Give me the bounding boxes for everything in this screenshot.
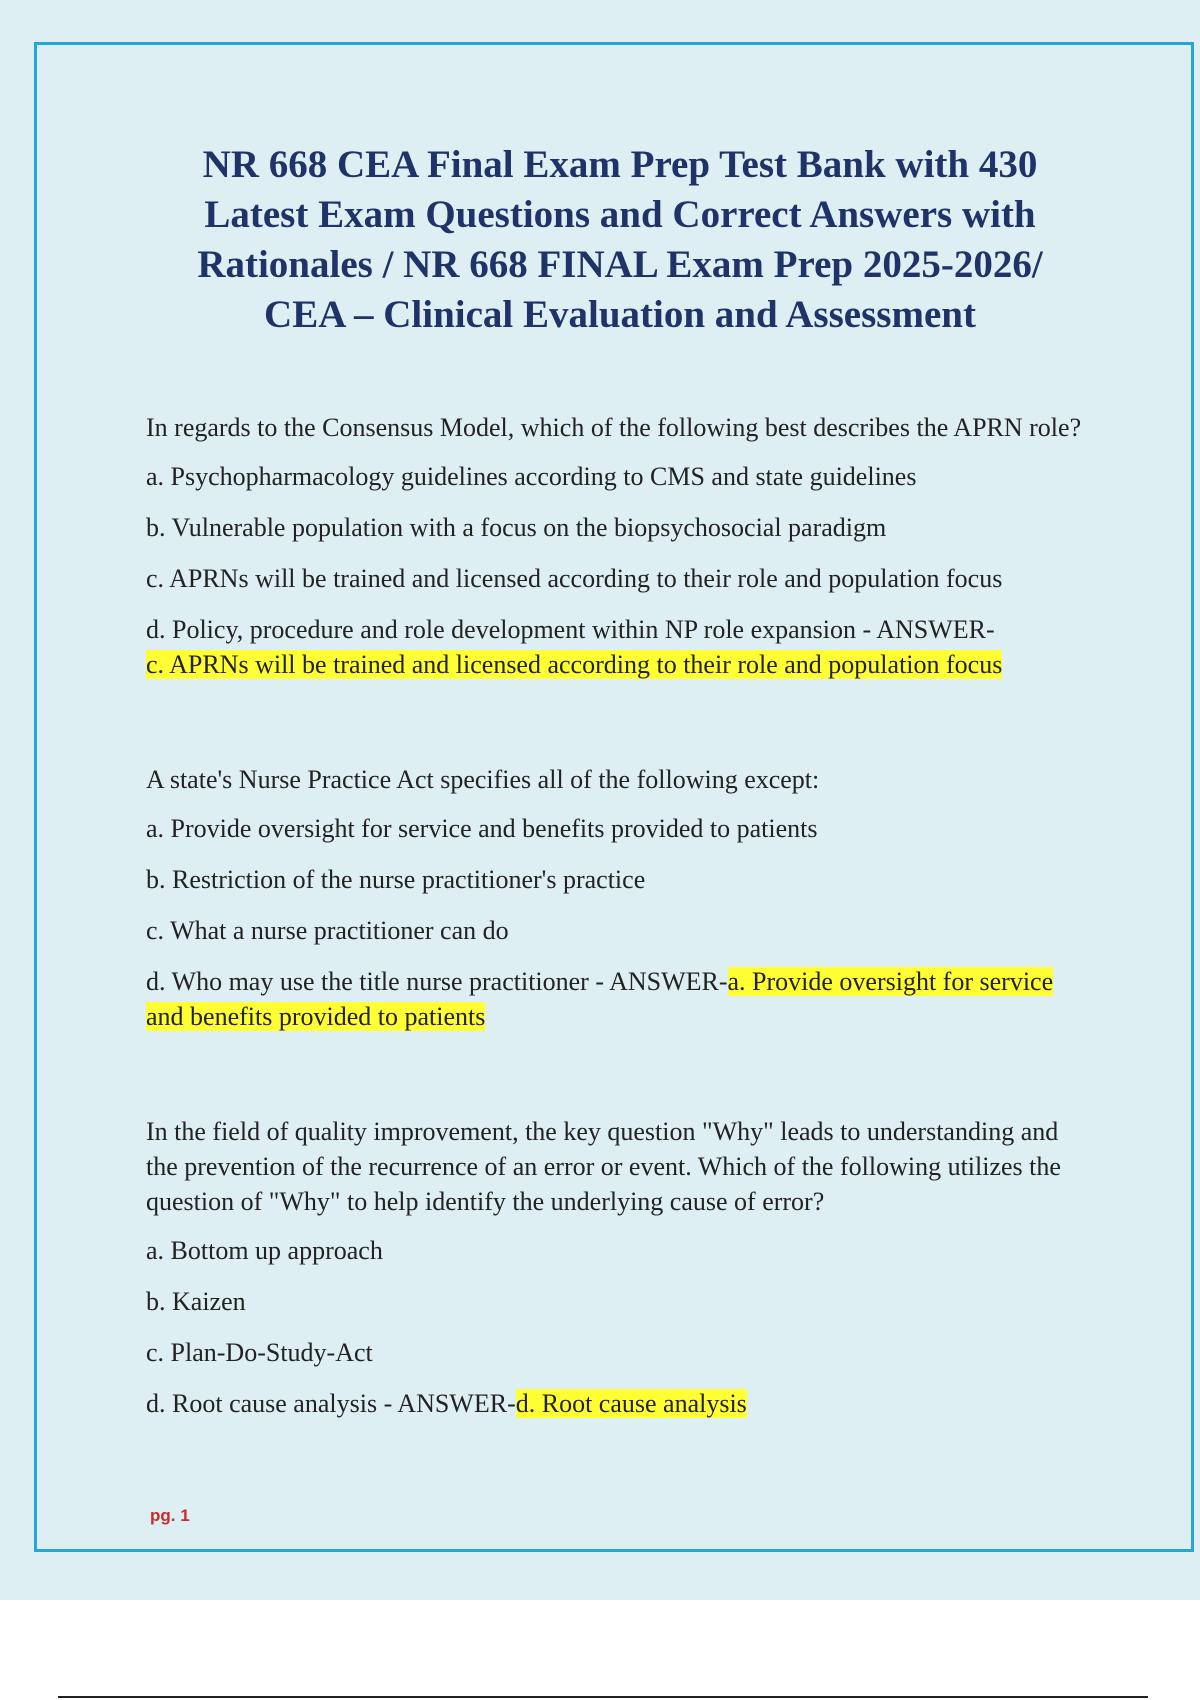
question-text: A state's Nurse Practice Act specifies all of the following except: <box>146 765 820 794</box>
option-c: c. What a nurse practitioner can do <box>146 916 509 945</box>
option-d: d. Policy, procedure and role development within NP role expansion - <box>146 615 877 644</box>
footer-divider <box>58 1696 1148 1698</box>
option-a: a. Provide oversight for service and benefits provided to patients <box>146 814 818 843</box>
title-line: CEA – Clinical Evaluation and Assessment <box>264 293 976 336</box>
title-line: Rationales / NR 668 FINAL Exam Prep 2025-2026/ <box>197 243 1043 286</box>
option-c: c. Plan-Do-Study-Act <box>146 1338 373 1367</box>
option-a: a. Psychopharmacology guidelines according to CMS and state guidelines <box>146 462 917 491</box>
title-line: Latest Exam Questions and Correct Answers with <box>204 193 1036 236</box>
highlighted-answer: a. Provide oversight for service and benefits provided to patients <box>146 967 1054 1031</box>
answer-label: ANSWER- <box>609 967 728 996</box>
question-text: In the field of quality improvement, the key question "Why" leads to understanding and the prevention of the recurrence of an error or event. Which of the following utilizes the question of "Why" to help identify the underlying cause of error? <box>146 1117 1061 1216</box>
answer-label: ANSWER- <box>397 1389 516 1418</box>
question-block-2 <box>146 762 1096 1034</box>
question-block-3 <box>146 1114 1096 1421</box>
highlighted-answer: c. APRNs will be trained and licensed according to their role and population focus <box>146 650 1003 679</box>
question-list <box>146 410 1096 1501</box>
page-number: pg. 1 <box>150 1506 190 1525</box>
question-block-1 <box>146 410 1096 682</box>
option-d-with-answer <box>146 1386 1096 1421</box>
option-d: d. Who may use the title nurse practitioner - <box>146 967 610 996</box>
option-a: a. Bottom up approach <box>146 1236 383 1265</box>
option-b: b. Vulnerable population with a focus on the biopsychosocial paradigm <box>146 513 887 542</box>
title-line: NR 668 CEA Final Exam Prep Test Bank with 430 <box>202 143 1038 186</box>
option-d: d. Root cause analysis - <box>146 1389 398 1418</box>
option-b: b. Kaizen <box>146 1287 246 1316</box>
highlighted-answer: d. Root cause analysis <box>515 1389 747 1418</box>
option-d-with-answer <box>146 612 1096 682</box>
option-d-with-answer <box>146 964 1096 1034</box>
answer-label: ANSWER- <box>876 615 995 644</box>
option-c: c. APRNs will be trained and licensed according to their role and population focus <box>146 564 1003 593</box>
document-title <box>130 140 1110 340</box>
option-b: b. Restriction of the nurse practitioner's practice <box>146 865 646 894</box>
question-text: In regards to the Consensus Model, which of the following best describes the APRN role? <box>146 413 1082 442</box>
